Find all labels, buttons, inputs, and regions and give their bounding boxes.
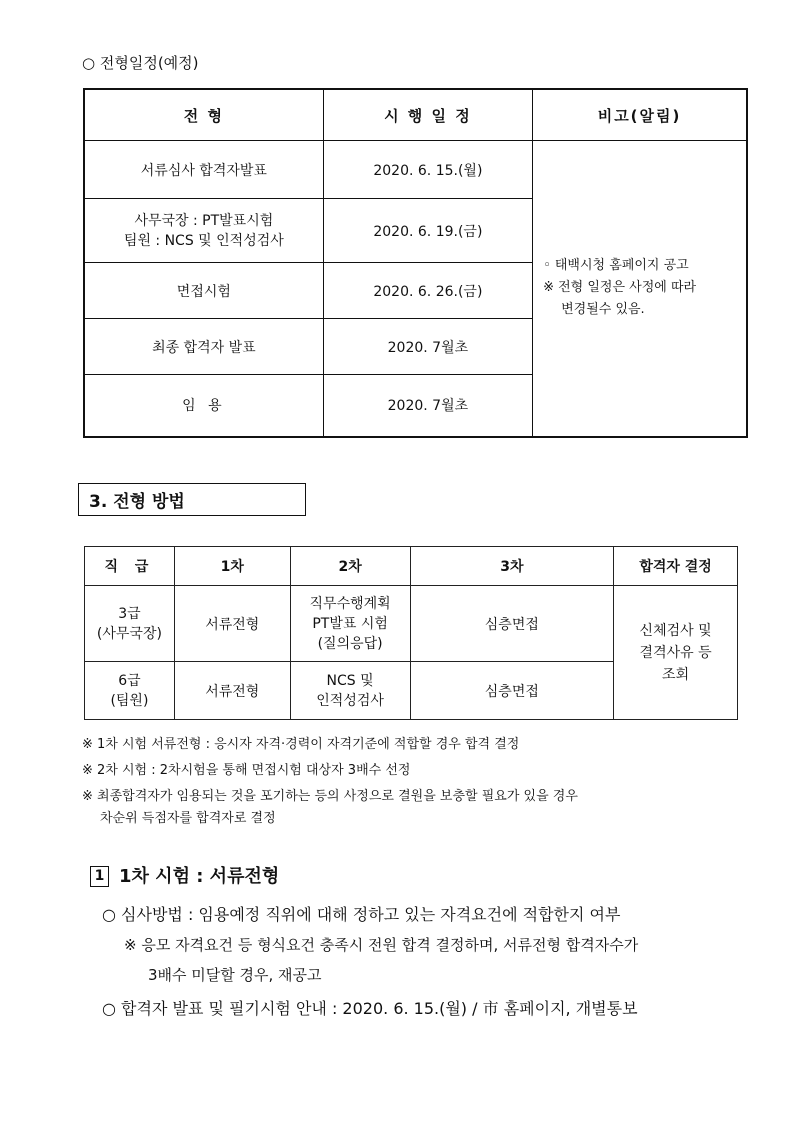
boxed-number: 1 [90,866,109,887]
schedule-date: 2020. 6. 19.(금) [323,199,532,263]
schedule-stage: 면접시험 [84,263,323,319]
remark-line: 변경될수 있음. [561,302,645,318]
second-line: NCS 및 [326,672,374,689]
method-first: 서류전형 [174,662,290,720]
schedule-date: 2020. 7월초 [323,319,532,375]
schedule-stage [84,199,323,263]
note: ※ 2차 시험 : 2차시험을 통해 면접시험 대상자 3배수 선정 [82,763,411,778]
schedule-stage: 최종 합격자 발표 [84,319,323,375]
subsection-line: ○ 심사방법 : 임용예정 직위에 대해 정하고 있는 자격요건에 적합한지 여부 [102,905,621,924]
schedule-remark [533,141,747,437]
method-grade [85,586,175,662]
grade-line: 6급 [118,672,141,689]
note: ※ 최종합격자가 임용되는 것을 포기하는 등의 사정으로 결원을 보충할 필요가 있을 경우 [82,789,578,804]
remark-line: ※ 전형 일정은 사정에 따라 [543,280,697,296]
subsection-line: 3배수 미달할 경우, 재공고 [148,966,322,984]
method-header: 3차 [410,547,614,586]
second-line: 인적성검사 [316,692,384,709]
method-second [290,662,410,720]
subsection-line: ※ 응모 자격요건 등 형식요건 충족시 전원 합격 결정하며, 서류전형 합격자수가 [124,936,639,954]
method-header: 2차 [290,547,410,586]
grade-line: (팀원) [110,692,149,709]
method-header-row [85,547,738,586]
decision-line: 조회 [662,666,690,683]
section-title: 3. 전형 방법 [78,483,306,516]
method-third: 심층면접 [410,662,614,720]
schedule-header-remark: 비고(알림) [533,89,747,141]
schedule-date: 2020. 6. 15.(월) [323,141,532,199]
note: ※ 1차 시험 서류전형 : 응시자 자격·경력이 자격기준에 적합할 경우 합격 결정 [82,737,520,752]
schedule-stage: 서류심사 합격자발표 [84,141,323,199]
remark-line: ◦ 태백시청 홈페이지 공고 [543,258,689,274]
method-second [290,586,410,662]
grade-line: 3급 [118,605,141,622]
method-grade [85,662,175,720]
second-line: (질의응답) [317,635,383,652]
method-header: 합격자 결정 [614,547,738,586]
schedule-header-row [84,89,747,141]
table-row [85,586,738,662]
decision-line: 신체검사 및 [639,622,712,639]
schedule-stage: 임 용 [84,375,323,437]
method-decision [614,586,738,720]
schedule-date: 2020. 6. 26.(금) [323,263,532,319]
subsection-title-text: 1차 시험 : 서류전형 [119,866,280,887]
subsection-line: ○ 합격자 발표 및 필기시험 안내 : 2020. 6. 15.(월) / 市 홈페이지, 개별통보 [102,999,638,1018]
method-header: 1차 [174,547,290,586]
subsection-title [90,862,279,888]
second-line: PT발표 시험 [312,615,388,632]
grade-line: (사무국장) [96,625,162,642]
schedule-heading: ○ 전형일정(예정) [82,54,199,72]
second-line: 직무수행계획 [309,595,391,612]
method-first: 서류전형 [174,586,290,662]
stage-line: 사무국장 : PT발표시험 [134,212,274,229]
note: 차순위 득점자를 합격자로 결정 [100,811,276,826]
decision-line: 결격사유 등 [639,644,712,661]
schedule-date: 2020. 7월초 [323,375,532,437]
schedule-header-stage: 전 형 [84,89,323,141]
schedule-header-date: 시 행 일 정 [323,89,532,141]
method-header: 직 급 [85,547,175,586]
method-table [84,546,738,720]
table-row [84,141,747,199]
stage-line: 팀원 : NCS 및 인적성검사 [123,232,284,249]
method-third: 심층면접 [410,586,614,662]
schedule-table [83,88,748,438]
